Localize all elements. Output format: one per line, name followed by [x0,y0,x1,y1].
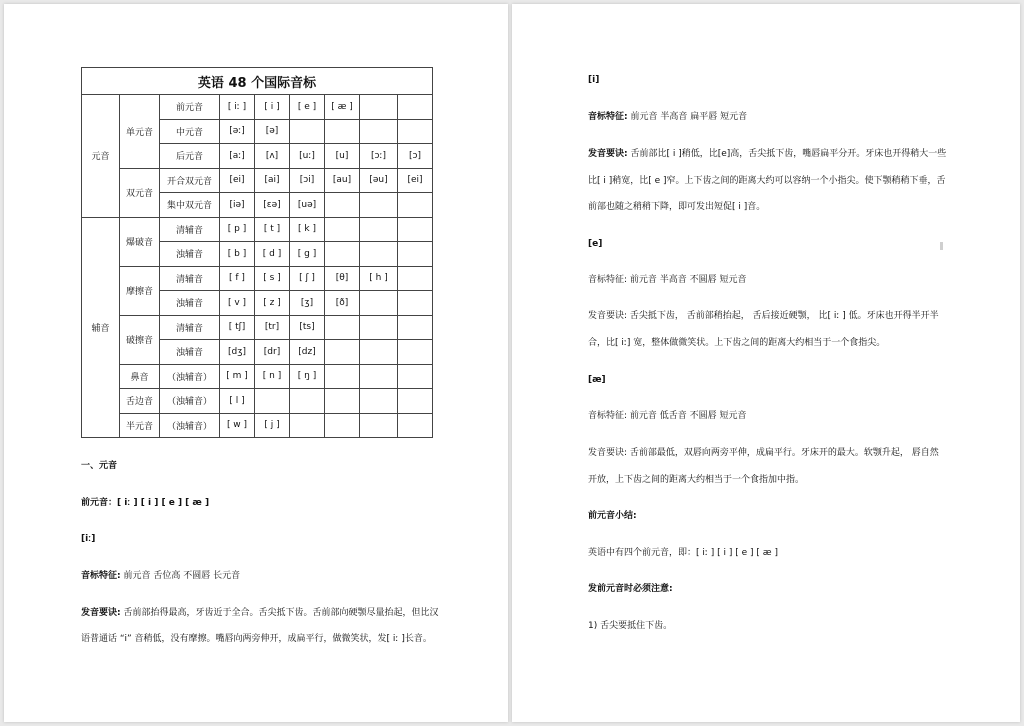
feature-label: 音标特征: [81,571,121,581]
category-cell: 元音 [82,95,120,218]
phoneme-cell [398,266,433,291]
phoneme-cell: [əu] [360,168,398,193]
phoneme-cell [325,413,360,438]
phoneme-cell [325,364,360,389]
phoneme-cell: [ ʃ ] [290,266,325,291]
ae-method-line-2: 开放，上下齿之间的距离大约相当于一个食指加中指。 [588,475,805,485]
phoneme-cell [360,315,398,340]
table-row [82,389,433,414]
sound-type-cell: （浊辅音） [160,413,220,438]
phoneme-cell [360,291,398,316]
table-row [82,364,433,389]
phoneme-cell: [aː] [220,144,255,169]
phoneme-cell [398,95,433,120]
phoneme-cell [398,193,433,218]
phoneme-cell: [uə] [290,193,325,218]
sound-type-cell: （浊辅音） [160,364,220,389]
category-cell: 辅音 [82,217,120,438]
phoneme-cell: [ t ] [255,217,290,242]
phoneme-cell: [ʒ] [290,291,325,316]
phoneme-cell: [ts] [290,315,325,340]
subcategory-cell: 破擦音 [120,315,160,364]
table-row [82,168,433,193]
phoneme-cell: [au] [325,168,360,193]
i-method-line-3: 前部也随之稍稍下降，即可发出短促[ i ]音。 [588,202,766,212]
i-feature-line [588,105,747,129]
phoneme-cell: [ m ] [220,364,255,389]
sound-type-cell: 集中双元音 [160,193,220,218]
feature-text: 前元音 舌位高 不圆唇 长元音 [123,571,241,581]
phoneme-cell: [dʒ] [220,340,255,365]
method-text-1: 舌前部抬得最高，牙齿近于全合。舌尖抵下齿。舌前部向硬颚尽量抬起，但比汉 [123,608,439,618]
sound-type-cell: 浊辅音 [160,340,220,365]
section-heading: 一、元音 [81,461,118,471]
ipa-table [81,67,433,438]
phoneme-cell [398,315,433,340]
sound-type-cell: 清辅音 [160,217,220,242]
phoneme-cell [360,119,398,144]
phoneme-cell [398,119,433,144]
sound-type-cell: 浊辅音 [160,242,220,267]
front-vowels-heading: 前元音：[ iː ] [ i ] [ e ] [ æ ] [81,498,210,508]
i-method-label: 发音要诀: [588,149,628,159]
phoneme-cell: [ k ] [290,217,325,242]
phoneme-cell [398,242,433,267]
e-method-line-1: 发音要诀: 舌尖抵下齿， 舌前部稍抬起， 舌后接近硬颚， 比[ iː ] 低。牙床也开得半开半 [588,311,939,321]
table-row [82,266,433,291]
phoneme-cell: [uː] [290,144,325,169]
phoneme-cell [360,242,398,267]
phoneme-cell: [ai] [255,168,290,193]
subcategory-cell: 鼻音 [120,364,160,389]
phoneme-cell: [ w ] [220,413,255,438]
i-feature-label: 音标特征: [588,112,628,122]
phoneme-cell: [ s ] [255,266,290,291]
phoneme-cell [325,193,360,218]
phoneme-cell [360,95,398,120]
phoneme-cell [398,413,433,438]
phoneme-cell: [ j ] [255,413,290,438]
feature-line [81,564,240,588]
phoneme-cell [290,389,325,414]
subcategory-cell: 双元音 [120,168,160,217]
phoneme-cell: [εə] [255,193,290,218]
summary-heading: 前元音小结: [588,511,637,521]
table-row [82,217,433,242]
page-scan-mark [940,242,943,250]
phoneme-cell [360,413,398,438]
phoneme-cell: [ ŋ ] [290,364,325,389]
phoneme-cell: [ f ] [220,266,255,291]
phoneme-cell: [ g ] [290,242,325,267]
summary-text: 英语中有四个前元音，即：[ iː ] [ i ] [ e ] [ æ ] [588,548,778,558]
subcategory-cell: 舌边音 [120,389,160,414]
table-row [82,95,433,120]
sound-type-cell: （浊辅音） [160,389,220,414]
phoneme-cell [360,340,398,365]
phoneme-cell: [ l ] [220,389,255,414]
phoneme-cell [360,193,398,218]
phoneme-cell: [ h ] [360,266,398,291]
phoneme-cell [360,364,398,389]
phoneme-cell: [iə] [220,193,255,218]
phoneme-heading-ae: [æ] [588,375,606,385]
phoneme-cell: [ʌ] [255,144,290,169]
phoneme-cell [398,291,433,316]
sound-type-cell: 前元音 [160,95,220,120]
phoneme-cell: [dr] [255,340,290,365]
phoneme-cell: [ n ] [255,364,290,389]
phoneme-cell [398,389,433,414]
ae-method-line-1: 发音要诀: 舌前部最低，双唇向两旁平伸，成扁平行。牙床开的最大。软颚升起， 唇自然 [588,448,939,458]
phoneme-cell: [ɔː] [360,144,398,169]
phoneme-cell [398,217,433,242]
phoneme-cell: [ d ] [255,242,290,267]
phoneme-cell: [ɔ] [398,144,433,169]
table-row [82,315,433,340]
subcategory-cell: 摩擦音 [120,266,160,315]
sound-type-cell: 清辅音 [160,266,220,291]
phoneme-cell: [tr] [255,315,290,340]
phoneme-cell [325,217,360,242]
phoneme-cell: [ə] [255,119,290,144]
phoneme-cell: [ i ] [255,95,290,120]
phoneme-cell [325,389,360,414]
phoneme-cell: [ iː ] [220,95,255,120]
phoneme-cell [398,364,433,389]
ae-feature-line: 音标特征: 前元音 低舌音 不圆唇 短元音 [588,411,747,421]
sound-type-cell: 浊辅音 [160,291,220,316]
method-line-2: 语普通话 “i” 音稍低，没有摩擦。嘴唇向两旁伸开，成扁平行，做微笑状，发[ iː ]长音。 [81,634,432,644]
sound-type-cell: 开合双元音 [160,168,220,193]
phoneme-cell [290,119,325,144]
phoneme-cell [325,119,360,144]
i-method-line-1 [588,142,946,166]
table-row [82,413,433,438]
phoneme-cell: [ei] [220,168,255,193]
sound-type-cell: 后元音 [160,144,220,169]
phoneme-cell [398,340,433,365]
subcategory-cell: 单元音 [120,95,160,169]
method-line-1 [81,601,439,625]
phoneme-cell: [ v ] [220,291,255,316]
phoneme-cell [360,389,398,414]
phoneme-cell [325,242,360,267]
notice-item-1: 1) 舌尖要抵住下齿。 [588,621,673,631]
phoneme-heading-i-long: [iː] [81,534,96,544]
subcategory-cell: 半元音 [120,413,160,438]
notice-heading: 发前元音时必须注意: [588,584,673,594]
i-method-line-2: 比[ i ]稍宽，比[ e ]窄。上下齿之间的距离大约可以容纳一个小指尖。使下颚稍稍下垂，舌 [588,176,946,186]
i-method-text-1: 舌前部比[ i ]稍低，比[e]高，舌尖抵下齿，嘴唇扁平分开。牙床也开得稍大一些 [630,149,947,159]
phoneme-cell: [ b ] [220,242,255,267]
sound-type-cell: 中元音 [160,119,220,144]
phoneme-cell: [ p ] [220,217,255,242]
i-feature-text: 前元音 半高音 扁平唇 短元音 [630,112,748,122]
phoneme-cell: [ z ] [255,291,290,316]
phoneme-cell: [ tʃ] [220,315,255,340]
phoneme-cell: [ e ] [290,95,325,120]
phoneme-cell: [θ] [325,266,360,291]
method-label: 发音要诀: [81,608,121,618]
phoneme-heading-e: [e] [588,239,603,249]
document-page-right [512,4,1020,722]
phoneme-cell [360,217,398,242]
sound-type-cell: 清辅音 [160,315,220,340]
e-feature-line: 音标特征: 前元音 半高音 不圆唇 短元音 [588,275,747,285]
phoneme-cell [255,389,290,414]
phoneme-cell: [u] [325,144,360,169]
phoneme-cell: [ð] [325,291,360,316]
phoneme-cell [325,340,360,365]
phoneme-heading-i-short: [i] [588,75,600,85]
phoneme-cell: [dz] [290,340,325,365]
phoneme-cell [290,413,325,438]
table-title: 英语 48 个国际音标 [82,68,433,95]
subcategory-cell: 爆破音 [120,217,160,266]
phoneme-cell: [ei] [398,168,433,193]
phoneme-cell [325,315,360,340]
phoneme-cell: [əː] [220,119,255,144]
phoneme-cell: [ æ ] [325,95,360,120]
phoneme-cell: [ɔi] [290,168,325,193]
e-method-line-2: 合，比[ iː] 宽，整体做微笑状。上下齿之间的距离大约相当于一个食指尖。 [588,338,886,348]
document-page-left [4,4,508,722]
